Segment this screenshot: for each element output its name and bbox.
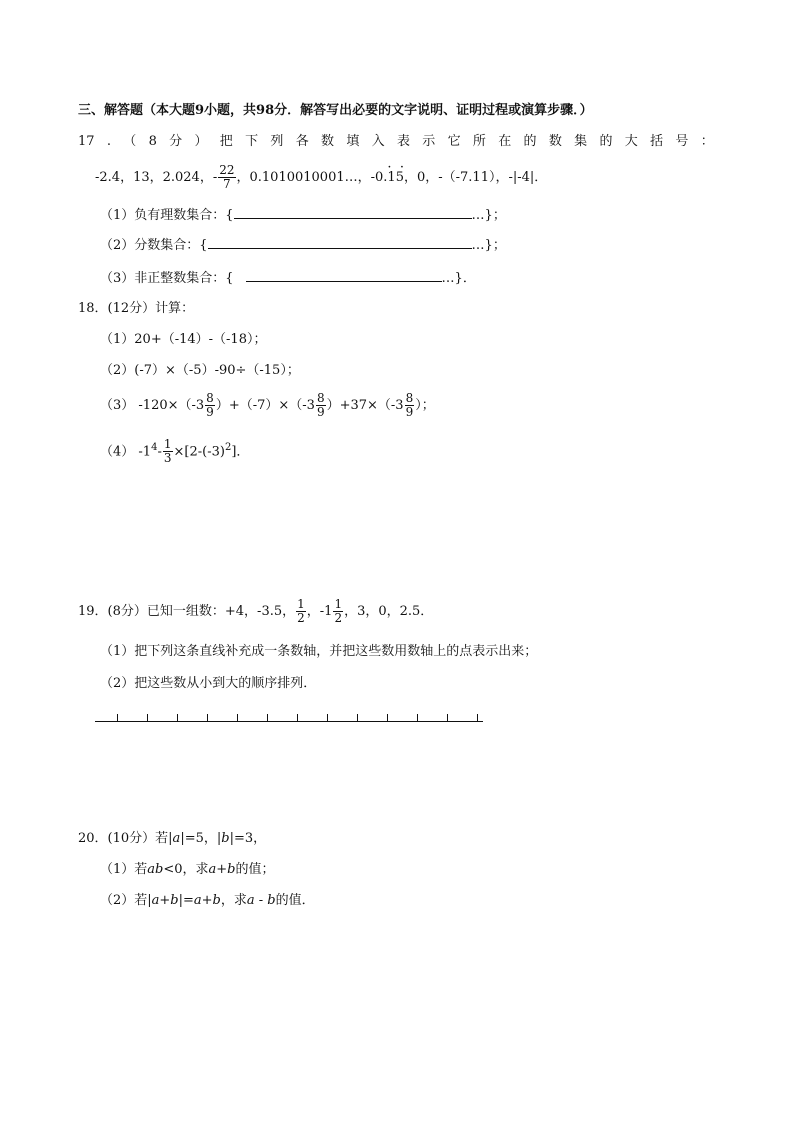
q20-part-2: （2）若|a+b|=a+b，求a - b的值． bbox=[100, 893, 315, 908]
q20-heading: 20．(10分）若|a|=5，|b|=3， bbox=[78, 831, 267, 846]
q20-part-1: （1）若ab<0，求a+b的值； bbox=[100, 862, 275, 877]
q17-item-3: （3）非正整数集合：{ …}． bbox=[100, 271, 476, 286]
q19-heading: 19．(8分）已知一组数：+4，-3.5， $\frac{1}{2}$ ，-1 $\frac{1}{2}$ ，3，0，2.5． bbox=[78, 597, 434, 625]
number-line bbox=[95, 712, 483, 722]
section-title: 三、解答题（本大题9小题，共98分．解答写出必要的文字说明、证明过程或演算步骤．） bbox=[78, 103, 593, 118]
q18-part-3: （3） -120×（-3 $\frac{8}{9}$ ）+（-7）×（-3 $\frac{8}{9}$ ）+37×（-3 $\frac{8}{9}$ ）； bbox=[100, 391, 435, 419]
number-line-tick bbox=[207, 714, 208, 722]
number-line-tick bbox=[417, 714, 418, 722]
q17-item-2: （2）分数集合：{ …}； bbox=[100, 238, 506, 253]
q18-heading: 18．(12分）计算： bbox=[78, 301, 195, 316]
answer-blank[interactable] bbox=[234, 206, 472, 219]
q18-part-2: （2）(-7）×（-5）-90÷（-15）； bbox=[100, 363, 300, 378]
number-line-tick bbox=[117, 714, 118, 722]
number-line-tick bbox=[357, 714, 358, 722]
fraction: $\frac{22}{7}$ bbox=[219, 163, 235, 191]
number-line-tick bbox=[387, 714, 388, 722]
number-line-tick bbox=[147, 714, 148, 722]
answer-blank[interactable] bbox=[208, 236, 472, 249]
q18-part-1: （1）20+（-14）-（-18）； bbox=[100, 332, 267, 347]
number-line-tick bbox=[447, 714, 448, 722]
number-line-tick bbox=[177, 714, 178, 722]
q19-part-2: （2）把这些数从小到大的顺序排列． bbox=[100, 676, 317, 691]
number-line-tick bbox=[477, 714, 478, 722]
number-line-base bbox=[95, 721, 483, 722]
q18-part-4: （4） $-1^4-$ $\frac{1}{3}$ $\times[2-(-3)^2]$． bbox=[100, 437, 250, 466]
number-line-tick bbox=[327, 714, 328, 722]
number-line-tick bbox=[297, 714, 298, 722]
q17-heading: 17 . （ 8 分 ） 把 下 列 各 数 填 入 表 示 它 所 在 的 数 集 的 大 括 号 ： bbox=[78, 134, 714, 149]
number-line-tick bbox=[237, 714, 238, 722]
q17-item-1: （1）负有理数集合：{ …}； bbox=[100, 208, 506, 223]
answer-blank[interactable] bbox=[246, 269, 442, 282]
q19-part-1: （1）把下列这条直线补充成一条数轴，并把这些数用数轴上的点表示出来； bbox=[100, 644, 538, 659]
number-line-tick bbox=[267, 714, 268, 722]
q17-numbers: -2.4，13，2.024，- $\frac{22}{7}$ ，0.1010010001…，-0.· 15 ·，0，-（-7.11），-|-4|． bbox=[95, 163, 547, 193]
repeating-decimal: · 15 · bbox=[387, 163, 404, 193]
